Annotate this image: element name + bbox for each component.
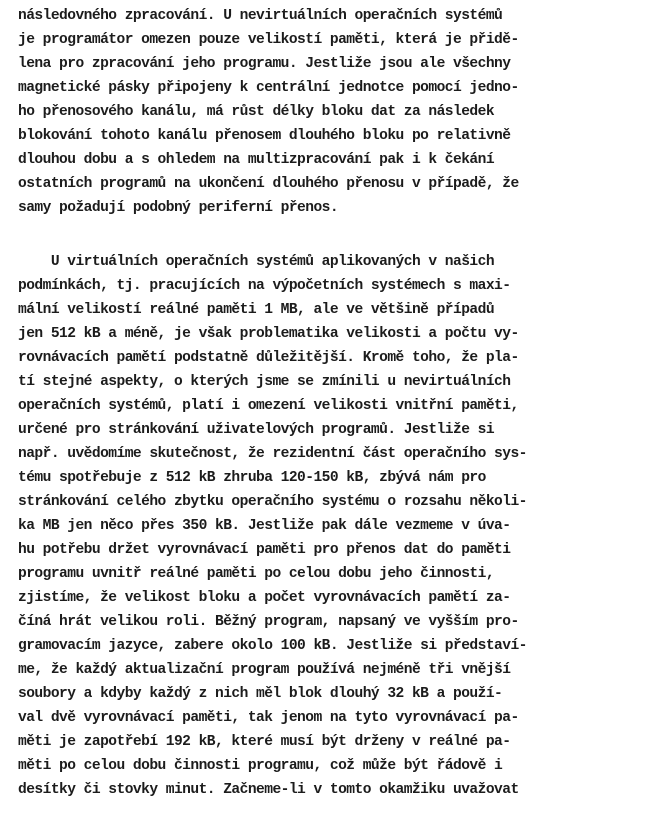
text-line: určené pro stránkování uživatelových programů. Jestliže si <box>18 422 495 438</box>
text-line: ostatních programů na ukončení dlouhého přenosu v případě, že <box>18 176 519 192</box>
text-line: soubory a kdyby každý z nich měl blok dlouhý 32 kB a použí- <box>18 686 503 702</box>
text-line: tí stejné aspekty, o kterých jsme se zmínili u nevirtuálních <box>18 374 511 390</box>
text-line: programu uvnitř reálné paměti po celou dobu jeho činnosti, <box>18 566 495 582</box>
text-line: operačních systémů, platí i omezení velikosti vnitřní paměti, <box>18 398 519 414</box>
text-line: mální velikostí reálné paměti 1 MB, ale ve většině případů <box>18 302 495 318</box>
text-line: měti po celou dobu činnosti programu, což může být řádově i <box>18 758 503 774</box>
text-line: ho přenosového kanálu, má růst délky bloku dat za následek <box>18 104 495 120</box>
text-line: lena pro zpracování jeho programu. Jestliže jsou ale všechny <box>18 56 511 72</box>
text-line: stránkování celého zbytku operačního systému o rozsahu několi- <box>18 494 527 510</box>
text-line: číná hrát velikou roli. Běžný program, napsaný ve vyšším pro- <box>18 614 519 630</box>
text-line: gramovacím jazyce, zabere okolo 100 kB. Jestliže si představí- <box>18 638 527 654</box>
text-line: hu potřebu držet vyrovnávací paměti pro přenos dat do paměti <box>18 542 511 558</box>
text-line: dlouhou dobu a s ohledem na multizpracování pak i k čekání <box>18 152 495 168</box>
text-line: např. uvědomíme skutečnost, že rezidentní část operačního sys- <box>18 446 527 462</box>
text-line: tému spotřebuje z 512 kB zhruba 120-150 kB, zbývá nám pro <box>18 470 486 486</box>
text-line: blokování tohoto kanálu přenosem dlouhého bloku po relativně <box>18 128 511 144</box>
text-line: je programátor omezen pouze velikostí paměti, která je přidě- <box>18 32 519 48</box>
text-line: samy požadují podobný periferní přenos. <box>18 200 339 216</box>
text-line: magnetické pásky připojeny k centrální jednotce pomocí jedno- <box>18 80 519 96</box>
text-line: rovnávacích pamětí podstatně důležitější. Kromě toho, že pla- <box>18 350 519 366</box>
text-line: val dvě vyrovnávací paměti, tak jenom na tyto vyrovnávací pa- <box>18 710 519 726</box>
text-line: me, že každý aktualizační program používá nejméně tři vnější <box>18 662 511 678</box>
text-line: jen 512 kB a méně, je však problematika velikosti a počtu vy- <box>18 326 519 342</box>
text-line: měti je zapotřebí 192 kB, které musí být drženy v reálné pa- <box>18 734 511 750</box>
text-line: následovného zpracování. U nevirtuálních operačních systémů <box>18 8 503 24</box>
text-line: desítky či stovky minut. Začneme-li v tomto okamžiku uvažovat <box>18 782 519 798</box>
text-line: zjistíme, že velikost bloku a počet vyrovnávacích pamětí za- <box>18 590 511 606</box>
text-line: podmínkách, tj. pracujících na výpočetních systémech s maxi- <box>18 278 511 294</box>
text-line: U virtuálních operačních systémů aplikovaných v našich <box>18 254 495 270</box>
text-line: ka MB jen něco přes 350 kB. Jestliže pak dále vezmeme v úva- <box>18 518 511 534</box>
